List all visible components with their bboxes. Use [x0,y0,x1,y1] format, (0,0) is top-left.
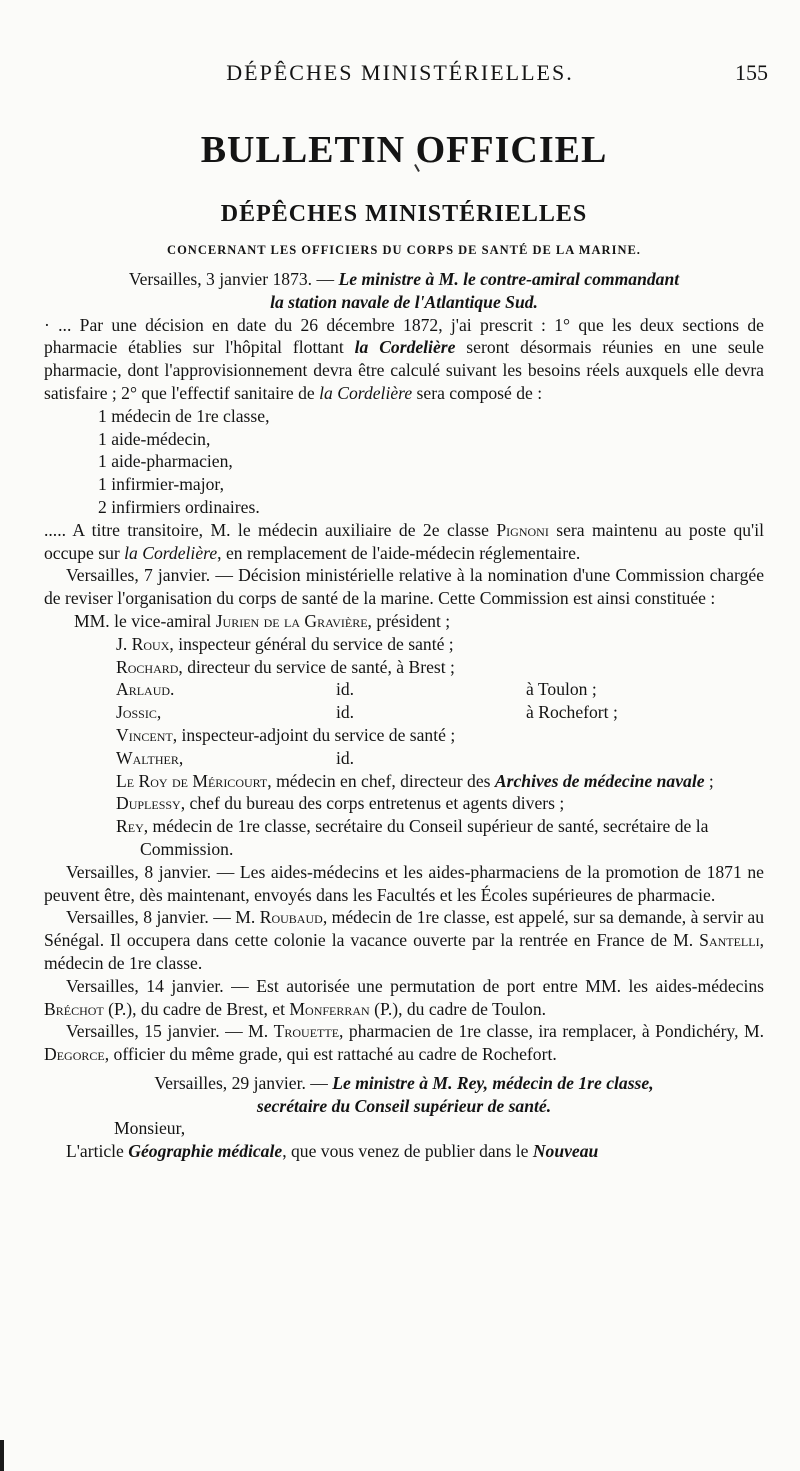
member-item [74,656,764,679]
text-span: , président ; [367,610,451,631]
idem: id. [336,747,355,768]
entry-addressee: Le ministre à M. Rey, médecin de 1re classe, [332,1072,654,1093]
ship-name: la Cordelière [319,382,413,403]
entry-addressee-line2 [44,1095,764,1118]
entry-date: Versailles, 29 janvier. — [154,1072,333,1093]
person-name: Duplessy [116,793,181,814]
person-name: Trouette [273,1021,340,1042]
person-name: Pignoni [496,519,549,540]
person-name: Rochard [116,656,179,677]
staff-item: 2 infirmiers ordinaires. [98,496,260,517]
text-span: Versailles, 15 janvier. — M. [66,1021,274,1042]
journal-name: Archives de médecine navale [494,770,705,791]
staff-item: 1 aide-médecin, [98,428,211,449]
section-subtitle: CONCERNANT LES OFFICIERS DU CORPS DE SANTÉ DE LA MARINE. [167,243,641,257]
text-span: , inspecteur général du service de santé ; [169,633,454,654]
entry-addressee-line2 [44,291,764,314]
person-name: Le Roy de Méricourt [116,770,268,791]
member-item [74,815,764,861]
entry-addressee: Le ministre à M. le contre-amiral commandant [338,269,680,289]
entry-paragraph [44,1140,764,1163]
text-span: , médecin en chef, directeur des [267,770,495,791]
member-item [74,724,764,747]
location: à Rochefort ; [526,702,618,723]
text-span: Versailles, 14 janvier. — Est autorisée une permutation de port entre MM. les aides-médecins [66,975,764,996]
entry-addressee-cont: la station navale de l'Atlantique Sud. [270,291,538,312]
entry-paragraph [44,314,764,405]
staff-item: 1 médecin de 1re classe, [98,405,270,426]
text-span: ; [704,770,714,791]
member-item [74,701,764,724]
text-span: , inspecteur-adjoint du service de santé ; [172,724,456,745]
text-span: , chef du bureau des corps entretenus et agents divers ; [180,793,565,814]
location: à Toulon ; [526,679,597,700]
member-item [74,747,764,770]
person-name: Walther, [116,747,184,768]
entry-date: Versailles, 3 janvier 1873. — [128,269,339,289]
text-span: Versailles, 8 janvier. — M. [66,907,260,928]
person-name: Rey [116,816,144,837]
person-name: J. Roux [116,633,170,654]
text-span: seront désormais réunies en une seule pharmacie, dont l'approvisionnement devra être calculé suivant les besoins réels auxquels elle devra satisfaire ; 2° que l'effectif sanitaire de [44,337,764,403]
mm-label: MM. [74,610,110,631]
person-name: Arlaud. [116,679,175,700]
person-name: Vincent [116,724,173,745]
person-name: Santelli [699,930,760,951]
person-name: Monferran [289,998,370,1019]
text-span: L'article [66,1141,129,1162]
person-name: Jossic, [116,702,162,723]
text-span: sera composé de : [412,382,543,403]
person-name: Roubaud [259,907,323,928]
person-name: Degorce [44,1044,105,1065]
ship-name: la Cordelière [124,542,218,563]
text-span: (P.), du cadre de Brest, et [103,998,290,1019]
text-span: , directeur du service de santé, à Brest ; [178,656,455,677]
text-span: sera maintenu au poste qu'il occupe sur [44,519,765,563]
text-span: , médecin de 1re classe. [44,930,764,973]
text-span: , officier du même grade, qui est rattaché au cadre de Rochefort. [104,1044,557,1065]
person-name: Jurien de la Gravière [215,610,368,631]
entry-paragraph [44,519,764,565]
section-title: DÉPÊCHES MINISTÉRIELLES [220,201,588,227]
member-item [74,678,764,701]
entry-paragraph: Versailles, 7 janvier. — Décision ministérielle relative à la nomination d'une Commission chargée de reviser l'organisation du corps de santé de la marine. Cette Commission est ainsi constituée : [44,565,764,609]
entry-dateline [44,268,764,291]
bulletin-title: BULLETIN OFFICIEL [200,129,608,171]
member-item [74,792,764,815]
ship-name: la Cordelière [354,337,456,358]
commission-members [44,610,764,861]
text-span: , que vous venez de publier dans le [282,1141,533,1162]
text-span: , médecin de 1re classe, secrétaire du Conseil supérieur de santé, secrétaire de la Commission. [140,816,709,859]
scan-edge [0,1440,4,1471]
staff-list [44,405,764,519]
text-span: (P.), du cadre de Toulon. [369,998,547,1019]
text-span: , médecin de 1re classe, est appelé, sur sa demande, à servir au Sénégal. Il occupera dans cette colonie la vacance ouverte par la rentrée en France de M. [44,907,764,951]
staff-item: 1 aide-pharmacien, [98,451,233,472]
page-content [44,128,764,1163]
text-span: , en remplacement de l'aide-médecin réglementaire. [217,542,581,563]
person-name: Bréchot [44,998,104,1019]
member-item [74,770,764,793]
entry-addressee-cont: secrétaire du Conseil supérieur de santé. [256,1095,552,1116]
text-span: ..... A titre transitoire, M. le médecin auxiliaire de 2e classe [44,519,497,540]
member-item [74,633,764,656]
entry-paragraph [44,975,764,1021]
salutation: Monsieur, [114,1118,186,1139]
member-item [74,610,764,633]
text-span: · ... Par une décision en date du 26 décembre 1872, j'ai prescrit : 1° que les deux sections de pharmacie établies sur l'hôpital flottant [44,314,764,358]
page-number: 155 [735,60,768,85]
staff-item: 1 infirmier-major, [98,474,224,495]
entry-paragraph [44,1020,764,1066]
text-span: le vice-amiral [114,610,216,631]
article-title: Géographie médicale [128,1141,283,1162]
entry-paragraph: Versailles, 8 janvier. — Les aides-médecins et les aides-pharmaciens de la promotion de 1871 ne peuvent être, dès maintenant, envoyés dans les Facultés et les Écoles supérieures de pharmacie. [44,861,764,905]
idem: id. [336,702,355,723]
idem: id. [336,679,355,700]
entry-dateline [44,1072,764,1095]
journal-name: Nouveau [532,1141,599,1162]
text-span: , pharmacien de 1re classe, ira remplacer, à Pondichéry, M. [339,1021,764,1042]
entry-paragraph [44,906,764,974]
running-header [0,60,800,90]
running-title: DÉPÊCHES MINISTÉRIELLES. [226,60,574,85]
